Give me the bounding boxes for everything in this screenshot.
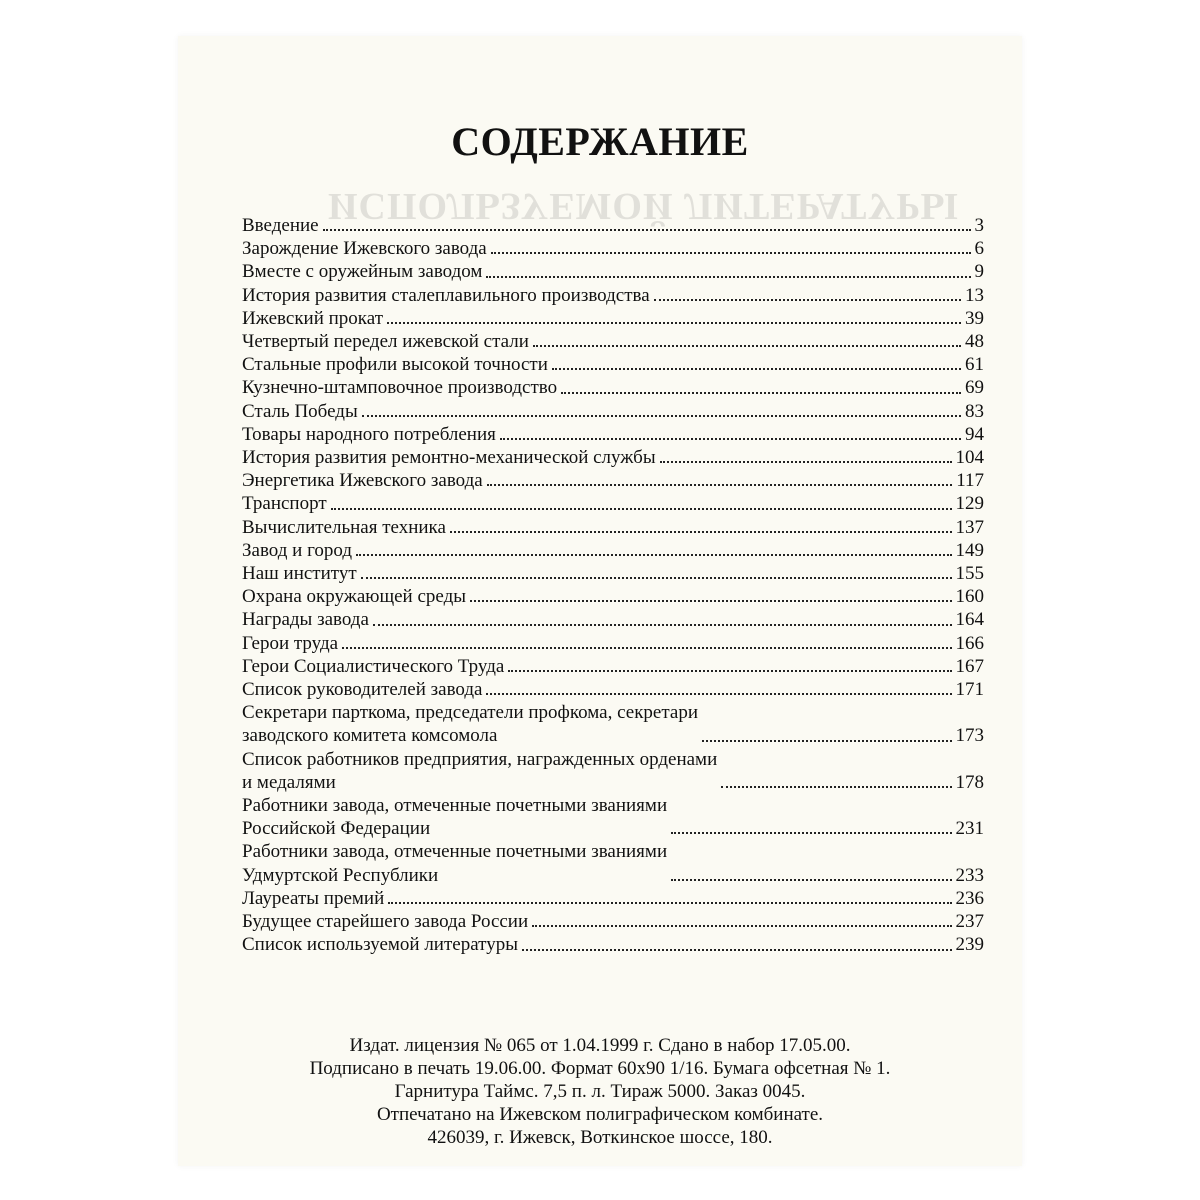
- toc-entry: [242, 353, 984, 376]
- toc-entry: [242, 655, 984, 678]
- toc-entry-title: Товары народного потребления: [242, 423, 496, 445]
- toc-entry: [242, 608, 984, 631]
- dot-leader: [323, 229, 971, 231]
- toc-entry: [242, 237, 984, 260]
- toc-entry: [242, 933, 984, 956]
- imprint-line: Отпечатано на Ижевском полиграфическом комбинате.: [376, 1104, 824, 1125]
- imprint-line: Подписано в печать 19.06.00. Формат 60x90 1/16. Бумага офсетная № 1.: [309, 1058, 891, 1079]
- toc-entry-title: Будущее старейшего завода России: [242, 911, 529, 933]
- toc-entry-page: 164: [955, 609, 984, 631]
- toc-entry-page: 166: [955, 632, 984, 654]
- toc-entry-title: Работники завода, отмеченные почетными званиями Российской Федерации: [242, 795, 668, 840]
- dot-leader: [532, 925, 951, 927]
- toc-entry-title: Лауреаты премий: [242, 887, 385, 909]
- toc-entry-title: Работники завода, отмеченные почетными званиями Удмуртской Республики: [242, 841, 668, 886]
- toc-entry-title: Герои Социалистического Труда: [242, 655, 505, 677]
- toc-entry-page: 155: [955, 563, 984, 585]
- toc-entry-title: Награды завода: [242, 609, 369, 631]
- toc-entry-page: 39: [965, 307, 984, 329]
- dot-leader: [486, 276, 970, 278]
- toc-entry-page: 83: [965, 400, 984, 422]
- toc-entry: [242, 562, 984, 585]
- toc-entry-title: Наш институт: [242, 563, 357, 585]
- toc-entry: [242, 469, 984, 492]
- toc-entry-title: Стальные профили высокой точности: [242, 354, 548, 376]
- toc-entry-page: 94: [965, 423, 984, 445]
- dot-leader: [671, 879, 951, 881]
- toc-entry-title: Транспорт: [242, 493, 327, 515]
- imprint-block: [178, 1034, 1022, 1149]
- dot-leader: [552, 368, 961, 370]
- toc-entry-title: Охрана окружающей среды: [242, 586, 467, 608]
- toc-entry-page: 61: [965, 354, 984, 376]
- dot-leader: [361, 577, 952, 579]
- toc-entry-page: 233: [955, 864, 984, 886]
- toc-entry-title: Вместе с оружейным заводом: [242, 261, 483, 283]
- bleed-through-text: ИСПОЛЬЗУЕМОЙ ЛИТЕРАТУРЫ: [328, 185, 959, 227]
- toc-entry-page: 149: [955, 539, 984, 561]
- toc-entry-title: История развития сталеплавильного производства: [242, 284, 650, 306]
- dot-leader: [671, 832, 951, 834]
- toc-entry-title: Сталь Победы: [242, 400, 358, 422]
- toc-entry-page: 6: [974, 238, 984, 260]
- dot-leader: [331, 508, 952, 510]
- dot-leader: [491, 252, 971, 254]
- dot-leader: [342, 647, 951, 649]
- toc-entry-page: 173: [955, 725, 984, 747]
- toc-entry-title: Список используемой литературы: [242, 934, 518, 956]
- book-page: [178, 36, 1022, 1166]
- toc-entry-title: Вычислительная техника: [242, 516, 446, 538]
- toc-entry: [242, 284, 984, 307]
- toc-entry: [242, 376, 984, 399]
- toc-entry: [242, 701, 984, 747]
- dot-leader: [487, 484, 952, 486]
- dot-leader: [486, 693, 951, 695]
- table-of-contents: [242, 214, 984, 957]
- toc-entry: [242, 632, 984, 655]
- dot-leader: [702, 740, 952, 742]
- toc-entry: [242, 516, 984, 539]
- toc-entry-title: Введение: [242, 215, 319, 236]
- toc-entry-page: 236: [955, 887, 984, 909]
- toc-entry: [242, 794, 984, 840]
- dot-leader: [561, 392, 961, 394]
- toc-entry-page: 231: [955, 818, 984, 840]
- toc-entry: [242, 492, 984, 515]
- toc-entry-title: Завод и город: [242, 539, 353, 561]
- toc-entry-page: 13: [965, 284, 984, 306]
- toc-entry-page: 171: [955, 679, 984, 701]
- toc-entry: [242, 887, 984, 910]
- imprint-line: Гарнитура Таймс. 7,5 п. л. Тираж 5000. Заказ 0045.: [394, 1081, 806, 1102]
- toc-entry-title: Герои труда: [242, 632, 339, 654]
- toc-entry-page: 48: [965, 331, 984, 353]
- toc-entry-page: 137: [955, 516, 984, 538]
- dot-leader: [356, 554, 951, 556]
- toc-entry-page: 69: [965, 377, 984, 399]
- toc-entry-page: 129: [955, 493, 984, 515]
- toc-entry: [242, 678, 984, 701]
- dot-leader: [654, 299, 961, 301]
- toc-entry: [242, 307, 984, 330]
- toc-entry-page: 104: [955, 447, 984, 469]
- dot-leader: [522, 949, 952, 951]
- toc-entry-title: Зарождение Ижевского завода: [242, 238, 487, 260]
- toc-entry: [242, 423, 984, 446]
- dot-leader: [388, 902, 951, 904]
- toc-entry-title: Секретари парткома, председатели профкома, секретари заводского комитета комсомола: [242, 702, 698, 747]
- toc-entry: [242, 400, 984, 423]
- dot-leader: [373, 624, 952, 626]
- dot-leader: [500, 438, 961, 440]
- toc-entry-title: Кузнечно-штамповочное производство: [242, 377, 558, 399]
- toc-entry: [242, 840, 984, 886]
- toc-entry-page: 237: [955, 911, 984, 933]
- toc-entry-title: Список руководителей завода: [242, 679, 483, 701]
- toc-entry: [242, 539, 984, 562]
- dot-leader: [508, 670, 951, 672]
- toc-entry: [242, 910, 984, 933]
- toc-entry-title: История развития ремонтно-механической службы: [242, 447, 656, 469]
- toc-entry: [242, 260, 984, 283]
- toc-entry-page: 239: [955, 934, 984, 956]
- toc-entry: [242, 330, 984, 353]
- imprint-line: Издат. лицензия № 065 от 1.04.1999 г. Сдано в набор 17.05.00.: [349, 1035, 851, 1056]
- toc-entry-title: Список работников предприятия, награжденных орденами и медалями: [242, 748, 718, 793]
- dot-leader: [450, 531, 952, 533]
- toc-entry: [242, 446, 984, 469]
- dot-leader: [660, 461, 952, 463]
- toc-entry-page: 3: [974, 215, 984, 236]
- page-title: СОДЕРЖАНИЕ: [451, 119, 749, 164]
- toc-entry-page: 167: [955, 655, 984, 677]
- toc-entry-title: Ижевский прокат: [242, 307, 383, 329]
- dot-leader: [533, 345, 961, 347]
- imprint-line: 426039, г. Ижевск, Воткинское шоссе, 180.: [427, 1127, 773, 1148]
- toc-entry: [242, 214, 984, 237]
- dot-leader: [721, 786, 951, 788]
- toc-entry-page: 160: [955, 586, 984, 608]
- toc-entry-title: Энергетика Ижевского завода: [242, 470, 483, 492]
- toc-entry: [242, 748, 984, 794]
- dot-leader: [470, 600, 951, 602]
- toc-entry-page: 178: [955, 771, 984, 793]
- dot-leader: [362, 415, 961, 417]
- dot-leader: [387, 322, 961, 324]
- toc-entry: [242, 585, 984, 608]
- toc-entry-page: 9: [974, 261, 984, 283]
- toc-entry-title: Четвертый передел ижевской стали: [242, 331, 529, 353]
- toc-entry-page: 117: [956, 470, 984, 492]
